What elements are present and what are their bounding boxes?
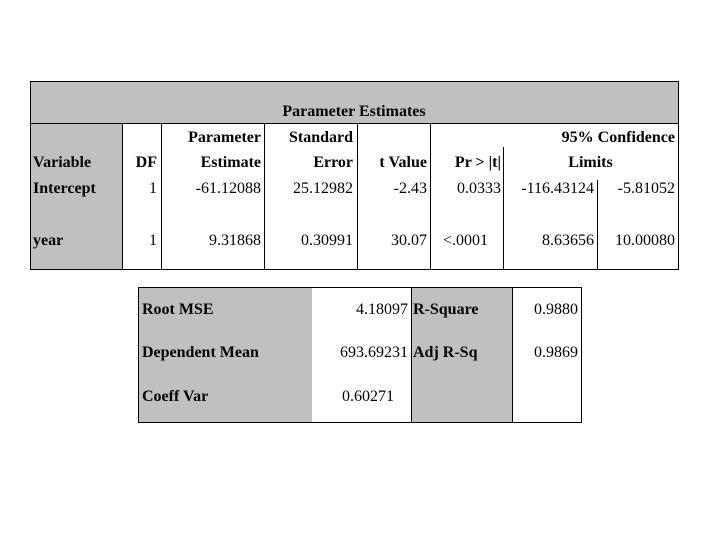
fit-label: Adj R-Sq — [413, 344, 478, 361]
table-title: Parameter Estimates — [282, 103, 426, 120]
row-df: 1 — [149, 180, 157, 197]
row-upper-limit: -5.81052 — [617, 180, 675, 197]
row-tvalue: 30.07 — [391, 232, 427, 249]
fit-value: 693.69231 — [340, 344, 408, 361]
row-upper-limit: 10.00080 — [615, 232, 675, 249]
header-stderr-line1: Standard — [288, 129, 353, 146]
fit-value: 0.60271 — [342, 388, 394, 405]
fit-label: Dependent Mean — [142, 344, 259, 361]
header-prob: Pr > |t| — [454, 154, 501, 171]
row-prob: <.0001 — [443, 232, 489, 249]
fit-value: 0.9880 — [534, 301, 578, 318]
row-lower-limit: -116.43124 — [521, 180, 594, 197]
header-df: DF — [135, 154, 157, 171]
fit-label: Root MSE — [142, 301, 214, 318]
header-variable: Variable — [33, 154, 92, 171]
row-estimate: 9.31868 — [209, 232, 261, 249]
row-variable: Intercept — [33, 180, 96, 197]
row-tvalue: -2.43 — [393, 180, 427, 197]
header-tvalue: t Value — [379, 154, 427, 171]
row-stderr: 25.12982 — [293, 180, 353, 197]
fit-label: R-Square — [413, 301, 479, 318]
row-prob: 0.0333 — [457, 180, 501, 197]
header-stderr-line2: Error — [313, 154, 353, 171]
fit-label: Coeff Var — [142, 388, 209, 405]
fit-value: 0.9869 — [534, 344, 578, 361]
header-estimate-line1: Parameter — [188, 129, 261, 146]
fit-value: 4.18097 — [356, 301, 408, 318]
row-lower-limit: 8.63656 — [542, 232, 594, 249]
row-stderr: 0.30991 — [301, 232, 353, 249]
row-variable: year — [33, 232, 64, 249]
header-estimate-line2: Estimate — [200, 154, 261, 171]
header-ci-line1: 95% Confidence — [561, 129, 675, 146]
header-ci-line2: Limits — [568, 154, 613, 171]
row-estimate: -61.12088 — [195, 180, 261, 197]
row-df: 1 — [149, 232, 157, 249]
